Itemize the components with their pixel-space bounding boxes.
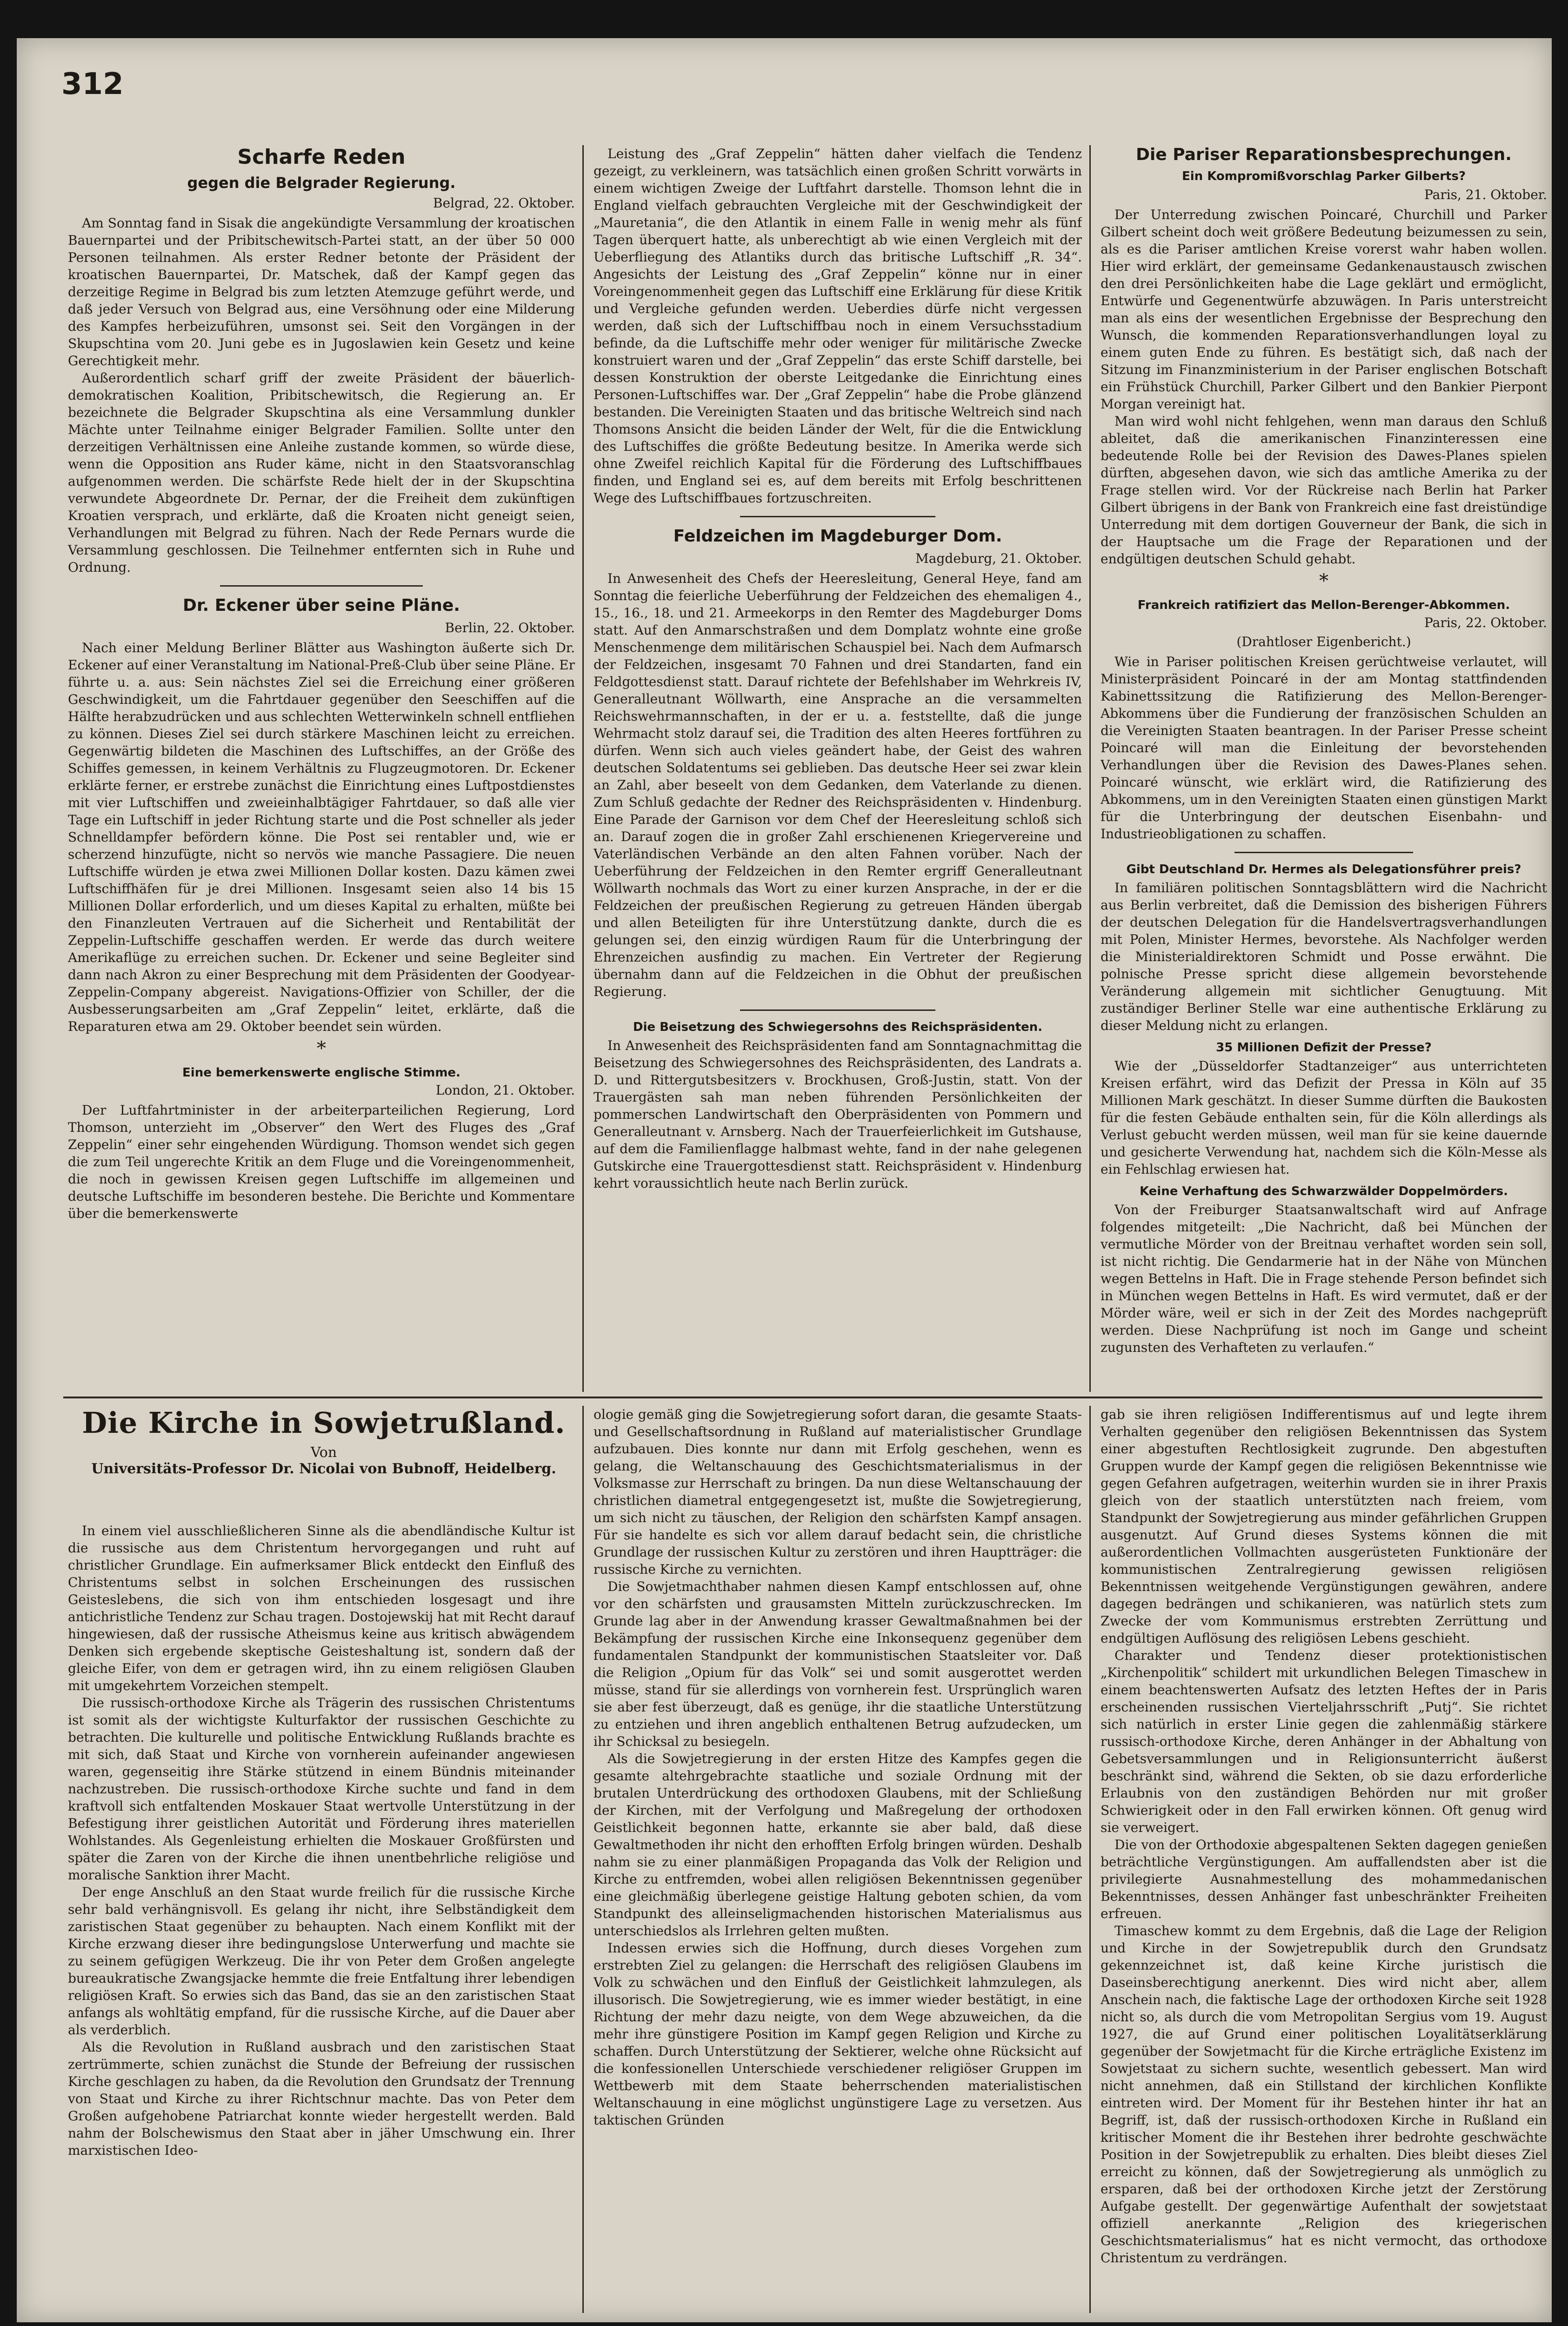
- paragraph: Als die Revolution in Rußland ausbrach und den zaristischen Staat zertrümmerte, schien zunächst die Stunde der Befreiung der russischen Kirche geschlagen zu haben, da die Revolution den Grundsatz der Trennung von Staat und Kirche zu ihrer Richtschnur machte. Das von Peter dem Großen aufgehobene Patriarchat konnte wieder hergestellt werden. Bald nahm der Bolschewismus den Staat aber in jäher Umschwung ein. Ihrer marxistischen Ideo-: [68, 2039, 575, 2158]
- paragraph: Wie in Pariser politischen Kreisen gerüchtweise verlautet, will Ministerpräsident Poincaré in der am Montag stattfindenden Kabinettssitzung die Ratifizierung des Mellon-Berenger-Abkommens über die Fundierung der französischen Schulden an die Vereinigten Staaten beantragen. In der Pariser Presse scheint Poincaré will man die Einleitung der bevorstehenden Verhandlungen über die Revision des Dawes-Planes sehen. Poincaré wünscht, wie erklärt wird, die Ratifizierung des Abkommens, um in den Vereinigten Staaten einen günstigen Markt für die Unterbringung der deutschen Eisenbahn- und Industrieobligationen zu schaffen.: [1101, 654, 1547, 842]
- feature-heading: [68, 1406, 580, 1483]
- paragraph: Wie der „Düsseldorfer Stadtanzeiger“ aus unterrichteten Kreisen erfährt, wird das Defizit der Pressa in Köln auf 35 Millionen Mark geschätzt. In dieser Summe dürften die Baukosten für die festen Gebäude enthalten sein, für die Köln allerdings als Verlust gebucht werden müssen, weil man für sie keine dauernde und gesicherte Verwendung hat, nachdem sich die Köln-Messe als ein Fehlschlag erwiesen hat.: [1101, 1058, 1547, 1177]
- paragraph: Der Luftfahrtminister in der arbeiterparteilichen Regierung, Lord Thomson, unterzieht im „Observer“ den Wert des Fluges des „Graf Zeppelin“ einer sehr eingehenden Würdigung. Thomson wendet sich gegen die zum Teil ungerechte Kritik an dem Fluge und die Voreingenommenheit, die noch in gewissen Kreisen gegen Luftschiffe im allgemeinen und deutsche Luftschiffe im besonderen bestehe. Die Berichte und Kommentare über die bemerkenswerte: [68, 1103, 575, 1221]
- separator: [740, 1009, 935, 1011]
- column-rule: [582, 145, 584, 1392]
- column-rule: [1089, 1406, 1091, 2313]
- article-subtitle: Ein Kompromißvorschlag Parker Gilberts?: [1181, 169, 1466, 183]
- paragraph: Man wird wohl nicht fehlgehen, wenn man daraus den Schluß ableitet, daß die amerikanischen Finanzinteressen eine bedeutende Rolle bei der Revision des Dawes-Planes spielen dürften, abgesehen davon, wie sich das amtliche Amerika zu der Frage stellen wird. Vor der Rückreise nach Berlin hat Parker Gilbert übrigens in der Bank von Frankreich eine fast dreistündige Unterredung mit dem dortigen Gouverneur der Bank, die sich in der Hauptsache um die Frage der Reparationen und der endgültigen deutschen Schuld gehabt.: [1101, 414, 1547, 567]
- article-title: Eine bemerkenswerte englische Stimme.: [182, 1066, 460, 1080]
- paragraph: Der Unterredung zwischen Poincaré, Churchill und Parker Gilbert scheint doch weit größere Bedeutung beizumessen zu sein, als es die Pariser amtlichen Kreise vorerst wahr haben wollen. Hier wird erklärt, der gemeinsame Gedankenaustausch zwischen den drei Persönlichkeiten habe die Lage geklärt und ermöglicht, Entwürfe und Gegenentwürfe abzuwägen. In Paris unterstreicht man als eins der wesentlichen Ergebnisse der Besprechung den Wunsch, die kommenden Reparationsverhandlungen loyal zu einem guten Ende zu führen. Es bestätigt sich, daß nach der Sitzung im Finanzministerium in der Pariser englischen Botschaft ein Frühstück Churchill, Parker Gilbert und den Bankier Pierpont Morgan vereinigt hat.: [1101, 207, 1547, 412]
- newspaper-page: [17, 38, 1552, 2322]
- paragraph: Der enge Anschluß an den Staat wurde freilich für die russische Kirche sehr bald verhängnisvoll. Es gelang ihr nicht, ihre Selbständigkeit dem zaristischen Staat gegenüber zu behaupten. Nach einem Konflikt mit der Kirche erzwang dieser ihre bedingungslose Unterwerfung und machte sie zu seinem gefügigen Werkzeug. Die ihr von Peter dem Großen angelegte bureaukratische Zwangsjacke hemmte die freie Entfaltung ihrer lebendigen religiösen Kraft. So erwies sich das Band, das sie an den zaristischen Staat anfangs als wohltätig empfand, für die russische Kirche, auf die Dauer aber als verderblich.: [68, 1885, 575, 2038]
- asterisk-separator: *: [317, 1038, 326, 1059]
- paragraph: Timaschew kommt zu dem Ergebnis, daß die Lage der Religion und Kirche in der Sowjetrepublik durch den Grundsatz gekennzeichnet ist, daß keine Kirche juristisch die Daseinsberechtigung anerkennt. Dies wird nicht aber, allem Anschein nach, die faktische Lage der orthodoxen Kirche seit 1928 nicht so, als durch die vom Metropolitan Sergius vom 19. August 1927, die auf Grund einer politischen Loyalitätserklärung gegenüber der Sowjetmacht für die Kirche erträgliche Existenz im Sowjetstaat zu sichern suchte, wesentlich gebessert. Man wird nicht annehmen, daß ein Stillstand der kirchlichen Konflikte eintreten wird. Der Moment für ihr Bestehen hinter ihr hat an Begriff, ist, daß der russisch-orthodoxen Kirche in Rußland ein kritischer Moment die ihr Bestehen ihrer bedrohte geschwächte Position in der Sowjetrepublik zu erhalten. Dies bleibt dieses Ziel erreicht zu können, daß der Sowjetregierung als unmöglich zu ersparen, daß bei der orthodoxen Kirche jetzt der Zerstörung Aufgabe gestellt. Der gegenwärtige Aufenthalt der sowjetstaat offiziell anerkannte „Religion des kriegerischen Geschichtsmaterialismus“ hat es nicht vermocht, das orthodoxe Christentum zu verdrängen.: [1101, 1923, 1547, 2266]
- article-title: Die Pariser Reparationsbesprechungen.: [1136, 145, 1512, 164]
- paragraph: Nach einer Meldung Berliner Blätter aus Washington äußerte sich Dr. Eckener auf einer Veranstaltung im National-Preß-Club über seine Pläne. Er führte u. a. aus: Sein nächstes Ziel sei die Erreichung einer größeren Geschwindigkeit, um die Fahrtdauer gegenüber den Seeschiffen auf die Hälfte herabzudrücken und aus schlechten Wetterwinkeln schnell entfliehen zu können. Dieses Ziel sei durch stärkere Maschinen leicht zu erreichen. Gegenwärtig bildeten die Maschinen des Luftschiffes, an der Größe des Schiffes gemessen, in keinem Verhältnis zu Flugzeugmotoren. Dr. Eckener erklärte ferner, er erstrebe zunächst die Einrichtung eines Luftpostdienstes mit vier Luftschiffen und zweieinhalbtägiger Fahrtdauer, so daß alle vier Tage ein Luftschiff in jeder Richtung starte und die Post schneller als jeder Schnelldampfer befördern könne. Die Post sei rentabler und, wie er scherzend hinzufügte, nicht so nervös wie manche Passagiere. Die neuen Luftschiffe würden je etwa zwei Millionen Dollar kosten. Dazu kämen zwei Luftschiffhäfen für je drei Millionen. Insgesamt seien also 14 bis 15 Millionen Dollar erforderlich, und um dieses Kapital zu erhalten, müßte bei den Finanzleuten Vertrauen auf die Sicherheit und Rentabilität der Zeppelin-Luftschiffe geschaffen werden. Er werde das durch weitere Amerikaflüge zu erreichen suchen. Dr. Eckener und seine Begleiter sind dann nach Akron zu einer Besprechung mit dem Präsidenten der Goodyear-Zeppelin-Company abgereist. Navigations-Offizier von Schiller, der die Ausbesserungsarbeiten am „Graf Zeppelin“ leitet, erklärte, daß die Reparaturen etwa am 29. Oktober beendet sein würden.: [68, 640, 575, 1034]
- article-title: Keine Verhaftung des Schwarzwälder Doppelmörders.: [1139, 1184, 1508, 1198]
- feature-title: Die Kirche in Sowjetrußland.: [82, 1406, 566, 1440]
- paragraph: ologie gemäß ging die Sowjetregierung sofort daran, die gesamte Staats- und Gesellschaftsordnung in Rußland auf materialistischer Grundlage aufzubauen. Dies konnte nur dann mit Erfolg geschehen, wenn es gelang, die Weltanschauung des Geschichtsmaterialismus in der Volksmasse zur Herrschaft zu bringen. Da nun diese Weltanschauung der christlichen diametral entgegengesetzt ist, mußte die Sowjetregierung, um sich nicht zu täuschen, der Religion den schärfsten Kampf ansagen. Für sie handelte es sich vor allem darauf bedacht sein, die christliche Grundlage der russischen Kultur zu zerstören und ihren Hauptträger: die russische Kirche zu vernichten.: [594, 1407, 1082, 1577]
- article-title: Scharfe Reden: [237, 145, 406, 169]
- author: Universitäts-Professor Dr. Nicolai von Bubnoff, Heidelberg.: [91, 1461, 556, 1477]
- dateline: Belgrad, 22. Oktober.: [433, 195, 575, 211]
- byline-von: Von: [310, 1444, 337, 1461]
- paragraph: gab sie ihren religiösen Indifferentismus auf und legte ihrem Verhalten gegenüber den religiösen Bekenntnissen das System einer abgestuften Rechtlosigkeit zugrunde. Den abgestuften Gruppen wurde der Kampf gegen die religiösen Bekenntnisse wie gegen Gefahren aufgetragen, weiterhin wurden sie in ihrer Praxis gleich von der staatlich unterstützten nach freiem, vom Standpunkt der Sowjetregierung aus minder gefährlichen Gruppen ausgenutzt. Auf Grund dieses Systems können die mit außerordentlichen Vollmachten ausgerüsteten Funktionäre der kommunistischen Zentralregierung gewissen religiösen Bekenntnissen weitgehende Vergünstigungen gewähren, andere dagegen bedrängen und schikanieren, was natürlich stets zum Zwecke der vom Kommunismus erstrebten Zerrüttung und endgültigen Auflösung des religiösen Lebens geschieht.: [1101, 1407, 1547, 1646]
- article-title: Gibt Deutschland Dr. Hermes als Delegationsführer preis?: [1126, 862, 1521, 876]
- dateline: Paris, 21. Oktober.: [1424, 187, 1547, 202]
- dateline: Berlin, 22. Oktober.: [445, 620, 575, 635]
- column-1: [68, 145, 575, 1280]
- paragraph: Die von der Orthodoxie abgespaltenen Sekten dagegen genießen beträchtliche Vergünstigungen. Am auffallendsten aber ist die privilegierte Ausnahmestellung des mohammedanischen Bekenntnisses, dessen Anhänger fast unbeschränkter Freiheiten erfreuen.: [1101, 1837, 1547, 1921]
- article-title: Dr. Eckener über seine Pläne.: [183, 596, 460, 615]
- paragraph: Leistung des „Graf Zeppelin“ hätten daher vielfach die Tendenz gezeigt, zu verkleinern, was tatsächlich einen großen Schritt vorwärts in einem wichtigen Zweige der Luftfahrt darstelle. Thomson lehnt die in England vielfach gebrauchten Vergleiche mit der Geschwindigkeit der „Mauretania“, die den Atlantik in einem Falle in wenig mehr als fünf Tagen überquert hatte, als unberechtigt ab wie einen Vergleich mit der Ueberfliegung des Atlantiks durch das britische Luftschiff „R. 34“. Angesichts der Leistung des „Graf Zeppelin“ könne nur in einer Voreingenommenheit gegen das Luftschiff eine Erklärung für diese Kritik und Vergleiche gefunden werden. Ueberdies dürfe nicht vergessen werden, daß sich der Luftschiffbau noch in einem Versuchsstadium befinde, da die Luftschiffe mehr oder weniger für militärische Zwecke konstruiert waren und der „Graf Zeppelin“ das erste Schiff darstelle, bei dessen Konstruktion der oberste Leitgedanke die Einrichtung eines Personen-Luftschiffes war. Der „Graf Zeppelin“ habe die Probe glänzend bestanden. Die Vereinigten Staaten und das britische Weltreich sind nach Thomsons Ansicht die beiden Länder der Welt, für die die Entwicklung des Luftschiffes die größte Bedeutung besitze. In Amerika werde sich ohne Zweifel reichlich Kapital für die Förderung des Luftschiffbaues finden, und England sei es, auf dem bereits mit Erfolg beschrittenen Wege des Luftschiffbaues fortzuschreiten.: [594, 146, 1082, 506]
- paragraph: Am Sonntag fand in Sisak die angekündigte Versammlung der kroatischen Bauernpartei und der Pribitschewitsch-Partei statt, an der über 50 000 Personen teilnahmen. Als erster Redner betonte der Präsident der kroatischen Bauernpartei, Dr. Matschek, daß der Kampf gegen das derzeitige Regime in Belgrad bis zum letzten Atemzuge geführt werde, und daß jeder Versuch von Belgrad aus, eine Versöhnung oder eine Milderung des Kampfes herbeizuführen, umsonst sei. Seit den Vorgängen in der Skupschtina vom 20. Juni gebe es in Jugoslawien kein Gesetz und keine Gerechtigkeit mehr.: [68, 215, 575, 368]
- paragraph: Indessen erwies sich die Hoffnung, durch dieses Vorgehen zum erstrebten Ziel zu gelangen: die Herrschaft des religiösen Glaubens im Volk zu schwächen und den Einfluß der Geistlichkeit lahmzulegen, als illusorisch. Die Sowjetregierung, wie es immer wieder bestätigt, in eine Richtung der mehr dazu neigte, von dem Wege abzuweichen, da die mehr ihre günstigere Position im Kampf gegen Religion und Kirche zu schaffen. Durch Unterstützung der Sektierer, welche ohne Rücksicht auf die konfessionellen Unterschiede verschiedener religiöser Gruppen im Wettbewerb mit dem Staate beherrschenden materialistischen Weltanschauung in eine möglichst ungünstigere Lage zu versetzen. Aus taktischen Gründen: [594, 1940, 1082, 2128]
- separator: [740, 516, 935, 517]
- column-rule: [582, 1406, 584, 2313]
- article-title: Feldzeichen im Magdeburger Dom.: [673, 527, 1002, 546]
- asterisk-separator: *: [1319, 570, 1328, 592]
- feature-column-2: [594, 1406, 1082, 2313]
- page-number: 312: [61, 67, 124, 101]
- section-rule: [63, 1397, 1542, 1398]
- dateline: Magdeburg, 21. Oktober.: [915, 551, 1082, 566]
- paragraph: Die russisch-orthodoxe Kirche als Trägerin des russischen Christentums ist somit als der wichtigste Kulturfaktor der russischen Geschichte zu betrachten. Die kulturelle und politische Entwicklung Rußlands brachte es mit sich, daß Staat und Kirche von vornherein aufeinander angewiesen waren, gegenseitig ihre Stärke stützend in einem Bündnis miteinander nachzustreben. Die russisch-orthodoxe Kirche suchte und fand in dem kraftvoll sich entfaltenden Moskauer Staat wertvolle Unterstützung in der Befestigung ihrer geistlichen Autorität und Förderung ihres materiellen Wohlstandes. Als Gegenleistung erhielten die Moskauer Großfürsten und später die Zaren von der Kirche die ihnen unentbehrliche religiöse und moralische Sanktion ihrer Macht.: [68, 1695, 575, 1883]
- paragraph: Als die Sowjetregierung in der ersten Hitze des Kampfes gegen die gesamte altehrgebrachte staatliche und soziale Ordnung mit der brutalen Unterdrückung des orthodoxen Glaubens, mit der Schließung der Kirchen, mit der Verfolgung und Maßregelung der orthodoxen Geistlichkeit begonnen hatte, erkannte sie aber bald, daß diese Gewaltmethoden ihr nicht den erhofften Erfolg bringen würden. Deshalb nahm sie zu einer planmäßigen Propaganda das Volk der Religion und Kirche zu entfremden, wobei allen religiösen Bekenntnissen gegenüber eine gleichmäßig überlegene geistige Haltung geboten schien, da vom Standpunkt des alleinseligmachenden historischen Materialismus aus unterschiedslos als Irrlehren gelten mußten.: [594, 1751, 1082, 1938]
- column-3: [1101, 145, 1547, 1392]
- feature-column-3: [1101, 1406, 1547, 2313]
- paragraph: In einem viel ausschließlicheren Sinne als die abendländische Kultur ist die russische aus dem Christentum hervorgegangen und ruht auf christlicher Grundlage. Ein aufmerksamer Blick entdeckt den Einfluß des Christentums selbst in solchen Erscheinungen des russischen Geisteslebens, die sich von ihm entschieden losgesagt und ihre antichristliche Tendenz zur Schau tragen. Dostojewskij hat mit Recht darauf hingewiesen, daß der russische Atheismus keine aus kritisch abwägendem Denken sich ergebende skeptische Geisteshaltung ist, sondern daß der gleiche Eifer, von dem er getragen wird, ihn zu einem religiösen Glauben mit umgekehrtem Vorzeichen stempelt.: [68, 1523, 575, 1693]
- paragraph: In familiären politischen Sonntagsblättern wird die Nachricht aus Berlin verbreitet, daß die Demission des bisherigen Führers der deutschen Delegation für die Handelsvertragsverhandlungen mit Polen, Minister Hermes, bevorstehe. Als Nachfolger werden die Ministerialdirektoren Schmidt und Posse erwähnt. Die polnische Presse spricht diese allgemein bevorstehende Veränderung allgemein mit sichtlicher Genugtuung. Mit zuständiger Berliner Stelle war eine authentische Erklärung zu dieser Meldung nicht zu erlangen.: [1101, 880, 1547, 1033]
- paragraph: Außerordentlich scharf griff der zweite Präsident der bäuerlich-demokratischen Koalition, Pribitschewitsch, die Regierung an. Er bezeichnete die Belgrader Skupschtina als eine Versammlung dunkler Mächte unter Teilnahme einiger Belgrader Familien. Sollte unter den derzeitigen Verhältnissen eine Anleihe zustande kommen, so würde diese, wenn die Opposition ans Ruder käme, nicht in den Staatsvoranschlag aufgenommen werden. Die schärfste Rede hielt der in der Skupschtina verwundete Abgeordnete Dr. Pernar, der die Freiheit dem zukünftigen Kroatien versprach, und erklärte, daß die Kroaten nicht geneigt seien, Verhandlungen mit Belgrad zu führen. Nach der Rede Pernars wurde die Versammlung geschlossen. Die Teilnehmer entfernten sich in Ruhe und Ordnung.: [68, 370, 575, 575]
- separator: [220, 585, 423, 587]
- column-2: [594, 145, 1082, 1392]
- article-subtitle: gegen die Belgrader Regierung.: [187, 174, 456, 192]
- article-title: 35 Millionen Defizit der Presse?: [1216, 1041, 1432, 1055]
- paragraph: Die Sowjetmachthaber nahmen diesen Kampf entschlossen auf, ohne vor den schärfsten und grausamsten Mitteln zurückzuschrecken. Im Grunde lag aber in der Anwendung krasser Gewaltmaßnahmen bei der Bekämpfung der russischen Kirche eine Inkonsequenz gegenüber dem fundamentalen Standpunkt der kommunistischen Staatsleiter vor. Daß die Religion „Opium für das Volk“ sei und somit ausgerottet werden müsse, stand für sie allerdings von vornherein fest. Ursprünglich waren sie aber fest überzeugt, daß es genüge, ihr die staatliche Unterstützung zu entziehen und ihren angeblich enthaltenen Betrug aufzudecken, um ihr Schicksal zu besiegeln.: [594, 1579, 1082, 1749]
- dateline: London, 21. Oktober.: [435, 1083, 575, 1098]
- paragraph: In Anwesenheit des Chefs der Heeresleitung, General Heye, fand am Sonntag die feierliche Ueberführung der Feldzeichen des ehemaligen 4., 15., 16., 18. und 21. Armeekorps in den Remter des Magdeburger Doms statt. Auf den Anmarschstraßen und dem Domplatz wohnte eine große Menschenmenge dem militärischen Schauspiel bei. Nach dem Aufmarsch der Feldzeichen, insgesamt 70 Fahnen und drei Standarten, fand ein Feldgottesdienst statt. Darauf richtete der Befehlshaber im Wehrkreis IV, Generalleutnant Wöllwarth, eine Ansprache an die versammelten Reichswehrmannschaften, in der er u. a. feststellte, daß die junge Wehrmacht stolz darauf sei, die Tradition des alten Heeres fortführen zu dürfen. Wenn sich auch vieles geändert habe, der Geist des wahren deutschen Soldatentums sei geblieben. Das deutsche Heer sei zwar klein an Zahl, aber beseelt von dem Gedanken, dem Vaterlande zu dienen. Zum Schluß gedachte der Redner des Reichspräsidenten v. Hindenburg. Eine Parade der Garnison vor dem Chef der Heeresleitung schloß sich an. Darauf zogen die in großer Zahl erschienenen Kriegervereine und Vaterländischen Verbände an den alten Fahnen vorüber. Nach der Ueberführung der Feldzeichen in den Remter ergriff Generalleutnant Wöllwarth nochmals das Wort zu einer kurzen Ansprache, in der er die Feldzeichen der preußischen Regierung zu getreuen Händen übergab und allen Beteiligten für ihre Unterstützung dankte, durch die es gelungen sei, den einzig würdigen Raum für die Unterbringung der Ehrenzeichen ausfindig zu machen. Ein Vertreter der Regierung übernahm dann auf die Feldzeichen in die Obhut der preußischen Regierung.: [594, 571, 1082, 999]
- article-title: Frankreich ratifiziert das Mellon-Berenger-Abkommen.: [1137, 598, 1510, 612]
- article-title: Die Beisetzung des Schwiegersohns des Reichspräsidenten.: [633, 1020, 1043, 1034]
- dateline: Paris, 22. Oktober.: [1424, 615, 1547, 630]
- paragraph: In Anwesenheit des Reichspräsidenten fand am Sonntagnachmittag die Beisetzung des Schwiegersohnes des Reichspräsidenten, des Landrats a. D. und Rittergutsbesitzers v. Brockhusen, Groß-Justin, statt. Von der Trauergästen sah man neben führenden Persönlichkeiten der pommerschen Landwirtschaft den Oberpräsidenten von Pommern und Generalleutnant v. Arnsberg. Nach der Trauerfeierlichkeit im Gutshause, auf dem die Familienflagge halbmast wehte, fand in der nahe gelegenen Gutskirche eine Trauergottesdienst statt. Reichspräsident v. Hindenburg kehrt voraussichtlich heute nach Berlin zurück.: [594, 1038, 1082, 1191]
- paragraph: Charakter und Tendenz dieser protektionistischen „Kirchenpolitik“ schildert mit urkundlichen Belegen Timaschew in einem beachtenswerten Aufsatz des letzten Heftes der in Paris erscheinenden russischen Vierteljahrsschrift „Putj“. Sie richtet sich natürlich in erster Linie gegen die zahlenmäßig stärkere russisch-orthodoxe Kirche, deren Anhänger in der Abhaltung von Gebetsversammlungen und in Religionsunterricht äußerst beschränkt sind, während die Sekten, ob sie dazu erforderliche Erlaubnis von den zuständigen Behörden nur mit großer Schwierigkeit oder in den Fall erwirken können. Oft genug wird sie verweigert.: [1101, 1648, 1547, 1835]
- column-rule: [1089, 145, 1091, 1392]
- paragraph: Von der Freiburger Staatsanwaltschaft wird auf Anfrage folgendes mitgeteilt: „Die Nachricht, daß bei München der vermutliche Mörder von der Breitnau verhaftet worden sein soll, ist nicht richtig. Die Gendarmerie hat in der Nähe von München wegen Bettelns in Haft. Die in Frage stehende Person befindet sich in München wegen Bettelns in Haft. Es wird vermutet, daß er der Mörder wäre, weil er sich in der Zeit des Mordes nachgeprüft werden. Diese Nachprüfung ist noch im Gange und scheint zugunsten des Verhafteten zu verlaufen.“: [1101, 1202, 1547, 1355]
- feature-column-1: [68, 1522, 575, 2313]
- source-note: (Drahtloser Eigenbericht.): [1236, 634, 1411, 649]
- separator: [1234, 852, 1413, 853]
